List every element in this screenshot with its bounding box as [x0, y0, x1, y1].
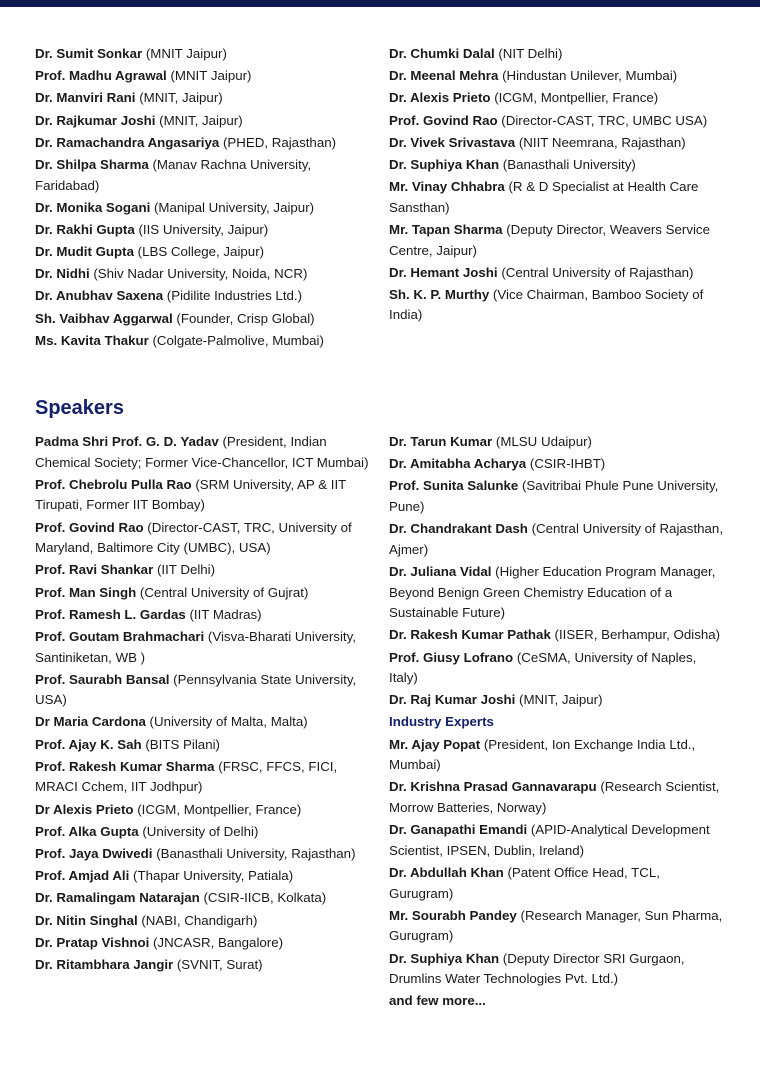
person-name: Dr. Mudit Gupta — [35, 244, 134, 260]
person-affiliation: (NIT Delhi) — [494, 46, 563, 61]
person-entry — [389, 820, 727, 861]
person-entry — [389, 863, 727, 904]
person-affiliation: (BITS Pilani) — [141, 736, 220, 752]
person-name: Prof. Ajay K. Sah — [35, 736, 142, 752]
person-name: Dr. Amitabha Acharya — [389, 456, 527, 472]
committee-column-right — [389, 44, 727, 328]
person-entry — [35, 800, 373, 821]
person-affiliation: (SVNIT, Surat) — [173, 956, 263, 972]
person-name: Dr. Raj Kumar Joshi — [389, 692, 516, 708]
person-affiliation: (IIS University, Jaipur) — [134, 221, 269, 237]
person-entry — [35, 735, 373, 756]
person-name: Mr. Sourabh Pandey — [389, 907, 517, 923]
person-affiliation: (Director-CAST, TRC, University of Maryland, Baltimore City (UMBC), USA) — [35, 519, 352, 556]
person-name: Prof. Giusy Lofrano — [389, 649, 514, 665]
person-name: Dr. Monika Sogani — [35, 199, 151, 215]
person-entry — [35, 605, 373, 626]
person-name: Dr. Nitin Singhal — [35, 912, 138, 928]
person-name: Padma Shri Prof. G. D. Yadav — [35, 434, 219, 449]
person-entry — [35, 155, 373, 196]
person-entry — [35, 432, 373, 473]
person-affiliation: (Deputy Director, Weavers Service Centre, Jaipur) — [389, 221, 710, 258]
person-affiliation: (Patent Office Head, TCL, Gurugram) — [389, 865, 660, 901]
person-name: Dr Alexis Prieto — [35, 801, 134, 817]
person-affiliation: (Research Manager, Sun Pharma, Gurugram) — [389, 907, 723, 944]
top-banner-bar — [0, 0, 760, 7]
person-affiliation: (Research Scientist, Morrow Batteries, Norway) — [389, 779, 720, 816]
speakers-right-list — [389, 432, 727, 711]
person-affiliation: (Director-CAST, TRC, UMBC USA) — [497, 112, 708, 128]
person-entry — [35, 911, 373, 932]
person-entry — [35, 286, 373, 307]
person-affiliation: (FRSC, FFCS, FICI, MRACI Cchem, IIT Jodhpur) — [35, 758, 338, 795]
person-affiliation: (Shiv Nadar University, Noida, NCR) — [89, 266, 308, 282]
person-entry — [389, 690, 727, 711]
person-affiliation: (Pennsylvania State University, USA) — [35, 671, 357, 708]
person-name: Mr. Vinay Chhabra — [389, 179, 505, 195]
person-entry — [35, 822, 373, 843]
speakers-column-left — [35, 432, 373, 977]
person-name: Dr. Tarun Kumar — [389, 434, 493, 449]
person-name: Mr. Tapan Sharma — [389, 221, 503, 237]
person-entry — [35, 198, 373, 219]
speakers-column-right — [389, 432, 727, 1012]
person-affiliation: (Savitribai Phule Pune University, Pune) — [389, 478, 719, 514]
person-entry — [35, 866, 373, 887]
person-name: Prof. Govind Rao — [389, 112, 498, 128]
person-affiliation: (Central University of Rajasthan) — [497, 264, 694, 280]
person-affiliation: (IISER, Berhampur, Odisha) — [550, 627, 721, 643]
person-name: Dr. Rakesh Kumar Pathak — [389, 627, 551, 643]
speakers-heading: Speakers — [35, 397, 124, 419]
person-name: Prof. Alka Gupta — [35, 823, 139, 839]
person-entry — [389, 648, 727, 689]
person-entry — [389, 111, 727, 132]
person-entry — [35, 518, 373, 559]
person-name: Dr. Pratap Vishnoi — [35, 934, 150, 950]
person-affiliation: (Banasthali University, Rajasthan) — [152, 846, 356, 861]
person-name: Mr. Ajay Popat — [389, 736, 481, 752]
person-affiliation: (Vice Chairman, Bamboo Society of India) — [389, 286, 704, 323]
person-affiliation: (APID-Analytical Development Scientist, IPSEN, Dublin, Ireland) — [389, 822, 710, 858]
person-name: Dr. Meenal Mehra — [389, 68, 499, 84]
person-affiliation: (Pidilite Industries Ltd.) — [163, 288, 303, 304]
person-affiliation: (MNIT, Jaipur) — [515, 692, 603, 708]
person-name: Dr. Alexis Prieto — [389, 90, 491, 106]
person-entry — [389, 735, 727, 776]
person-affiliation: (IIT Delhi) — [153, 562, 216, 578]
person-name: Prof. Jaya Dwivedi — [35, 846, 153, 861]
person-entry — [389, 44, 727, 65]
person-name: Dr. Ganapathi Emandi — [389, 822, 528, 838]
person-affiliation: (CSIR-IHBT) — [526, 456, 606, 472]
and-few-more-text: and few more... — [389, 993, 486, 1009]
industry-experts-heading: Industry Experts — [389, 714, 494, 730]
person-entry — [389, 285, 727, 326]
person-entry — [35, 331, 373, 352]
person-affiliation: (Founder, Crisp Global) — [172, 310, 315, 326]
person-name: Prof. Saurabh Bansal — [35, 671, 170, 687]
person-entry — [35, 264, 373, 285]
person-entry — [389, 949, 727, 990]
person-entry — [35, 220, 373, 241]
person-entry — [389, 562, 727, 624]
person-entry — [35, 888, 373, 909]
person-entry — [389, 263, 727, 284]
person-entry — [389, 906, 727, 947]
person-entry — [389, 432, 727, 453]
person-name: Dr. Suphiya Khan — [389, 156, 500, 172]
person-affiliation: (President, Indian Chemical Society; Former Vice-Chancellor, ICT Mumbai) — [35, 434, 369, 470]
person-entry — [35, 133, 373, 154]
person-name: Dr Maria Cardona — [35, 714, 146, 730]
person-entry — [35, 933, 373, 954]
person-name: Dr. Shilpa Sharma — [35, 156, 149, 172]
person-entry — [389, 155, 727, 176]
person-name: Dr. Chandrakant Dash — [389, 521, 528, 537]
person-name: Prof. Madhu Agrawal — [35, 68, 167, 84]
person-name: Ms. Kavita Thakur — [35, 332, 149, 348]
person-entry — [35, 475, 373, 516]
person-entry — [35, 66, 373, 87]
industry-experts-list — [389, 735, 727, 990]
person-entry — [35, 757, 373, 798]
person-affiliation: (CSIR-IICB, Kolkata) — [199, 890, 327, 906]
person-affiliation: (President, Ion Exchange India Ltd., Mumbai) — [389, 736, 696, 773]
person-entry — [35, 560, 373, 581]
person-name: Dr. Manviri Rani — [35, 90, 136, 106]
person-entry — [35, 955, 373, 976]
person-name: Prof. Amjad Ali — [35, 868, 130, 884]
person-entry — [35, 88, 373, 109]
person-entry — [389, 220, 727, 261]
person-affiliation: (NIIT Neemrana, Rajasthan) — [515, 134, 686, 150]
person-name: Prof. Ravi Shankar — [35, 562, 154, 578]
person-entry — [389, 519, 727, 560]
person-name: Dr. Abdullah Khan — [389, 865, 504, 880]
person-name: Prof. Rakesh Kumar Sharma — [35, 758, 215, 774]
person-entry — [35, 627, 373, 668]
person-affiliation: (IIT Madras) — [185, 606, 262, 622]
person-affiliation: (Deputy Director SRI Gurgaon, Drumlins Water Technologies Pvt. Ltd.) — [389, 950, 685, 987]
person-entry — [389, 133, 727, 154]
person-entry — [35, 670, 373, 711]
person-affiliation: (CeSMA, University of Naples, Italy) — [389, 649, 697, 686]
person-affiliation: (ICGM, Montpellier, France) — [133, 801, 302, 817]
person-name: Dr. Ramalingam Natarajan — [35, 890, 200, 906]
person-affiliation: (R & D Specialist at Health Care Sansthan) — [389, 179, 699, 215]
person-affiliation: (SRM University, AP & IIT Tirupati, Former IIT Bombay) — [35, 476, 347, 513]
person-affiliation: (MNIT, Jaipur) — [155, 112, 243, 128]
person-entry — [389, 88, 727, 109]
person-affiliation: (Visva-Bharati University, Santiniketan, WB ) — [35, 628, 356, 665]
person-entry — [35, 309, 373, 330]
person-affiliation: (University of Delhi) — [138, 823, 259, 839]
person-entry — [389, 625, 727, 646]
person-name: Sh. K. P. Murthy — [389, 286, 490, 302]
person-entry — [35, 44, 373, 65]
person-name: Dr. Sumit Sonkar — [35, 46, 143, 61]
person-name: Prof. Govind Rao — [35, 519, 144, 535]
person-name: Dr. Rajkumar Joshi — [35, 112, 156, 128]
person-name: Dr. Suphiya Khan — [389, 950, 500, 966]
person-affiliation: (Thapar University, Patiala) — [129, 868, 294, 884]
person-entry — [35, 583, 373, 604]
person-entry — [389, 66, 727, 87]
person-affiliation: (Manav Rachna University, Faridabad) — [35, 156, 312, 193]
person-name: Dr. Vivek Srivastava — [389, 134, 516, 150]
person-name: Dr. Hemant Joshi — [389, 264, 498, 280]
person-entry — [389, 177, 727, 218]
person-affiliation: (MNIT Jaipur) — [142, 46, 227, 61]
person-affiliation: (Colgate-Palmolive, Mumbai) — [148, 332, 324, 348]
person-name: Dr. Anubhav Saxena — [35, 288, 164, 304]
person-affiliation: (PHED, Rajasthan) — [219, 134, 337, 150]
committee-column-left — [35, 44, 373, 353]
person-name: Dr. Ramachandra Angasariya — [35, 134, 220, 150]
person-name: Prof. Man Singh — [35, 584, 137, 600]
person-affiliation: (Hindustan Unilever, Mumbai) — [498, 68, 678, 84]
person-name: Prof. Goutam Brahmachari — [35, 628, 205, 644]
person-affiliation: (University of Malta, Malta) — [145, 714, 308, 730]
person-name: Dr. Krishna Prasad Gannavarapu — [389, 779, 597, 795]
person-entry — [389, 476, 727, 517]
person-name: Prof. Sunita Salunke — [389, 478, 519, 494]
person-affiliation: (JNCASR, Bangalore) — [149, 934, 284, 950]
person-affiliation: (Central University of Gujrat) — [136, 584, 309, 600]
person-name: Dr. Chumki Dalal — [389, 46, 495, 61]
person-affiliation: (MNIT Jaipur) — [166, 68, 252, 84]
person-affiliation: (NABI, Chandigarh) — [137, 912, 258, 928]
person-name: Dr. Nidhi — [35, 266, 90, 282]
person-affiliation: (Central University of Rajasthan, Ajmer) — [389, 521, 724, 557]
person-entry — [35, 712, 373, 733]
person-affiliation: (MNIT, Jaipur) — [135, 90, 223, 106]
person-affiliation: (Manipal University, Jaipur) — [150, 199, 315, 215]
person-name: Dr. Ritambhara Jangir — [35, 956, 174, 972]
person-name: Dr. Juliana Vidal — [389, 563, 492, 579]
person-entry — [35, 242, 373, 263]
person-affiliation: (ICGM, Montpellier, France) — [490, 90, 659, 106]
person-affiliation: (LBS College, Jaipur) — [133, 244, 265, 260]
person-entry — [35, 844, 373, 865]
person-affiliation: (MLSU Udaipur) — [492, 434, 592, 449]
person-affiliation: (Higher Education Program Manager, Beyond Benign Green Chemistry Education of a Sustainable Future) — [389, 563, 716, 621]
person-affiliation: (Banasthali University) — [499, 156, 636, 172]
person-name: Prof. Chebrolu Pulla Rao — [35, 476, 192, 492]
person-entry — [389, 777, 727, 818]
person-name: Prof. Ramesh L. Gardas — [35, 606, 186, 622]
person-entry — [35, 111, 373, 132]
person-name: Dr. Rakhi Gupta — [35, 221, 135, 237]
person-name: Sh. Vaibhav Aggarwal — [35, 310, 173, 326]
person-entry — [389, 454, 727, 475]
